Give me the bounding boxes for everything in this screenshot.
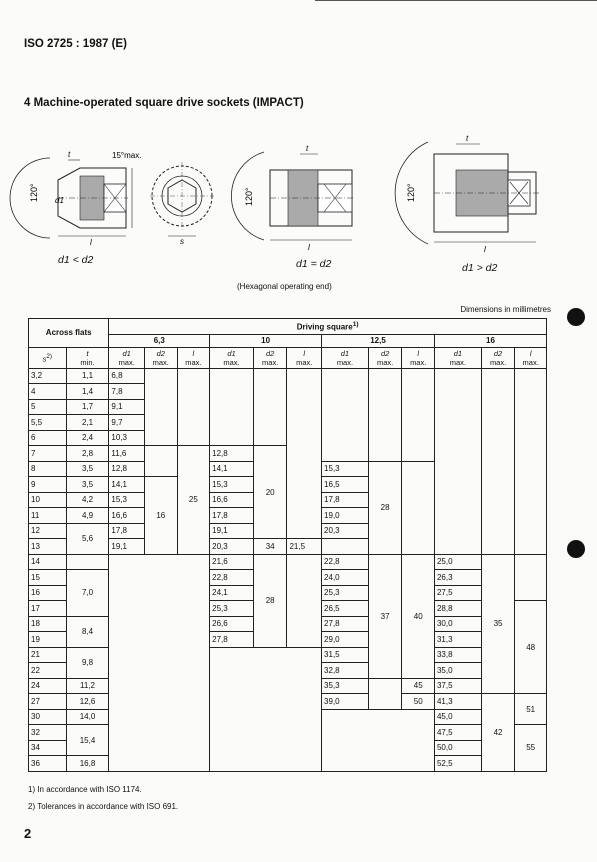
- table-row: 8 3,5 12,8 14,1 15,3 28: [29, 461, 547, 477]
- page-number: 2: [24, 826, 32, 841]
- svg-text:t: t: [466, 134, 469, 143]
- table-row: 5,5 2,1 9,7: [29, 415, 547, 431]
- table-row: 14 21,6 28 22,8 37 40 25,0 35: [29, 554, 547, 570]
- table-row: 32 15,4 47,5 55: [29, 725, 547, 741]
- svg-text:120°: 120°: [244, 187, 254, 206]
- table-row: 10 4,2 15,3 16,6 17,8: [29, 492, 547, 508]
- svg-text:15°max.: 15°max.: [112, 151, 142, 160]
- svg-text:t: t: [68, 150, 71, 159]
- header-d2: d2 max.: [368, 347, 402, 368]
- table-row: 9 3,5 14,1 16 15,3 16,5: [29, 477, 547, 493]
- header-d2: d2 max.: [481, 347, 515, 368]
- header-d1: d1 max.: [109, 347, 145, 368]
- hexagonal-end-note: (Hexagonal operating end): [237, 282, 332, 291]
- table-row: 17 25,3 26,5 28,8 48: [29, 601, 547, 617]
- table-row: 7 2,8 11,6 25 12,8 20: [29, 446, 547, 462]
- svg-text:l: l: [90, 238, 92, 247]
- table-row: 34 50,0: [29, 740, 547, 756]
- svg-text:l: l: [484, 245, 486, 254]
- header-l: l max.: [287, 347, 322, 368]
- table-row: 21 9,8 31,5 33,8: [29, 647, 547, 663]
- svg-text:d1: d1: [55, 196, 64, 205]
- svg-text:l: l: [308, 243, 310, 252]
- table-row: 13 19,1 20,3 34 21,5: [29, 539, 547, 555]
- socket-drawing-3: [396, 132, 546, 254]
- header-size-63: 6,3: [109, 334, 210, 347]
- table-row: 5 1,7 9,1: [29, 399, 547, 415]
- svg-text:t: t: [306, 144, 309, 153]
- header-s: $s^{2)}$: [29, 347, 67, 368]
- svg-text:120°: 120°: [406, 183, 416, 202]
- header-l: l max.: [177, 347, 210, 368]
- table-row: 6 2,4 10,3: [29, 430, 547, 446]
- header-d1: d1 max.: [210, 347, 254, 368]
- table-row: 16 24,1 25,3 27,5: [29, 585, 547, 601]
- svg-text:s: s: [180, 237, 184, 246]
- table-row: 3,2 1,1 6,8: [29, 368, 547, 384]
- caption-d1-less-d2: d1 < d2: [58, 254, 94, 266]
- header-d2: d2 max.: [145, 347, 178, 368]
- header-t: t min.: [66, 347, 109, 368]
- header-driving-square: Driving square$^{1)}$: [109, 319, 547, 335]
- table-row: 27 12,6 39,0 50 41,3 42 51: [29, 694, 547, 710]
- header-l: l max.: [515, 347, 547, 368]
- standard-header: ISO 2725 : 1987 (E): [24, 38, 127, 50]
- header-size-125: 12,5: [322, 334, 435, 347]
- punch-hole-top: [567, 308, 585, 326]
- header-d1: d1 max.: [322, 347, 369, 368]
- header-d2: d2 max.: [253, 347, 287, 368]
- hex-end-view: [148, 158, 216, 244]
- socket-drawing-1: [28, 148, 142, 248]
- table-row: 18 8,4 26,6 27,8 30,0: [29, 616, 547, 632]
- socket-drawing-2: [238, 140, 358, 252]
- section-title: 4 Machine-operated square drive sockets (IMPACT): [24, 97, 304, 109]
- socket-dimensions-table: [28, 318, 547, 772]
- table-row: 4 1,4 7,8: [29, 384, 547, 400]
- table-row: 12 5,6 17,8 19,1 20,3: [29, 523, 547, 539]
- table-row: 15 7,0 22,8 24,0 26,3: [29, 570, 547, 586]
- top-rule: [315, 0, 597, 1]
- header-l: l max.: [402, 347, 435, 368]
- table-row: 36 16,8 52,5: [29, 756, 547, 772]
- header-across-flats: Across flats: [29, 319, 109, 348]
- table-row: 11 4,9 16,6 17,8 19,0: [29, 508, 547, 524]
- caption-d1-equal-d2: d1 = d2: [296, 258, 332, 270]
- table-row: 19 27,8 29,0 31,3: [29, 632, 547, 648]
- units-note: Dimensions in millimetres: [460, 305, 551, 314]
- table-row: 22 32,8 35,0: [29, 663, 547, 679]
- footnote-1: 1) In accordance with ISO 1174.: [28, 785, 142, 794]
- header-size-10: 10: [210, 334, 322, 347]
- caption-d1-greater-d2: d1 > d2: [462, 262, 498, 274]
- punch-hole-bottom: [567, 540, 585, 558]
- table-row: 30 14,0 45,0: [29, 709, 547, 725]
- table-row: 24 11,2 35,3 45 37,5: [29, 678, 547, 694]
- footnote-2: 2) Tolerances in accordance with ISO 691.: [28, 802, 179, 811]
- svg-text:120°: 120°: [29, 183, 39, 202]
- header-d1: d1 max.: [434, 347, 481, 368]
- header-size-16: 16: [434, 334, 546, 347]
